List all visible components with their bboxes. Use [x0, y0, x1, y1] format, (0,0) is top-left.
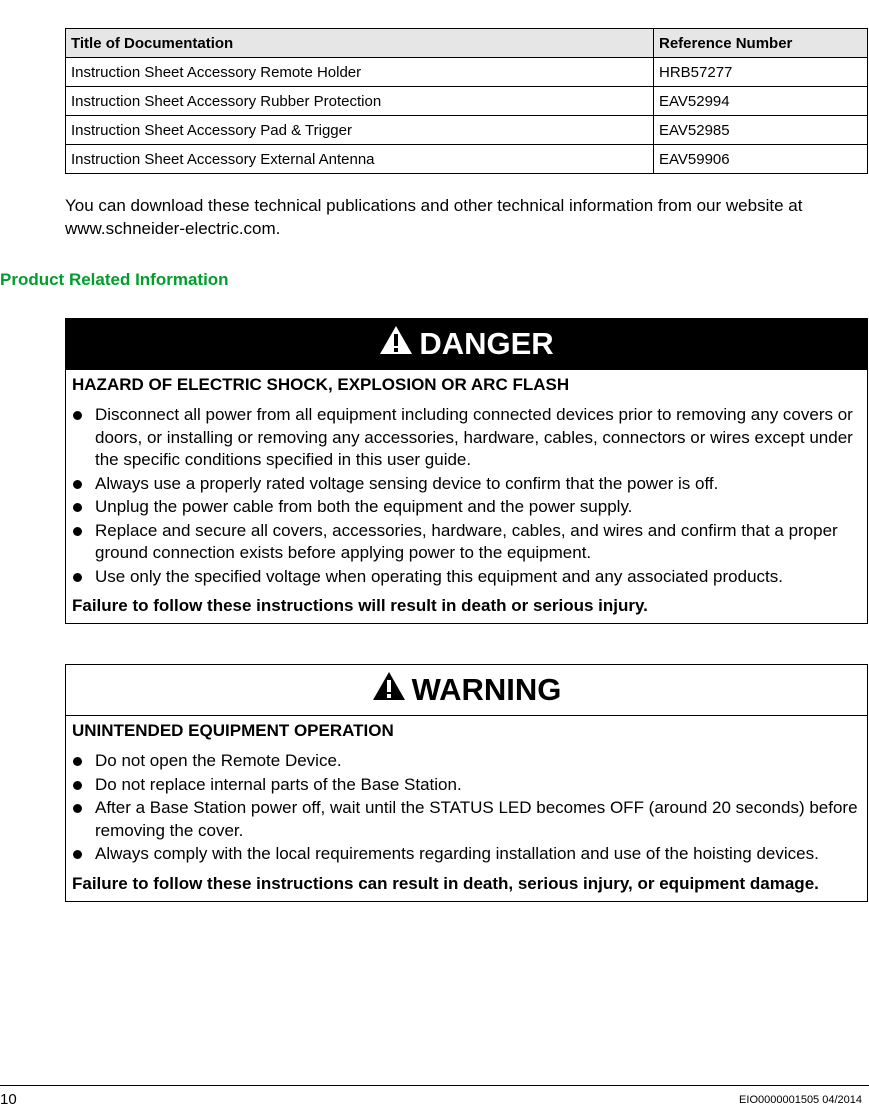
- warning-title: UNINTENDED EQUIPMENT OPERATION: [72, 721, 394, 740]
- warning-message-box: [65, 664, 868, 902]
- documentation-table: [65, 28, 868, 174]
- list-item: Disconnect all power from all equipment including connected devices prior to removing any covers or doors, or installing or removing any accessories, hardware, cables, connectors or wires except under the specific conditions specified in this user guide.: [72, 404, 861, 472]
- table-row: [66, 116, 868, 145]
- list-item: Always comply with the local requirements regarding installation and use of the hoisting devices.: [72, 843, 861, 866]
- table-cell-title: Instruction Sheet Accessory Remote Holder: [66, 58, 654, 87]
- warning-triangle-icon: [379, 325, 419, 363]
- warning-triangle-icon: [372, 671, 412, 709]
- table-row: [66, 58, 868, 87]
- danger-header: [66, 319, 867, 370]
- warning-body: [66, 716, 867, 901]
- table-header-row: [66, 29, 868, 58]
- list-item: Unplug the power cable from both the equipment and the power supply.: [72, 496, 861, 519]
- page-number: 10: [0, 1091, 17, 1108]
- table-cell-reference: EAV52994: [654, 87, 868, 116]
- table-cell-reference: HRB57277: [654, 58, 868, 87]
- danger-consequence: Failure to follow these instructions will result in death or serious injury.: [72, 596, 648, 615]
- danger-title: HAZARD OF ELECTRIC SHOCK, EXPLOSION OR ARC FLASH: [72, 375, 570, 394]
- table-cell-reference: EAV52985: [654, 116, 868, 145]
- warning-consequence: Failure to follow these instructions can result in death, serious injury, or equipment damage.: [72, 873, 819, 893]
- table-cell-reference: EAV59906: [654, 145, 868, 174]
- table-row: [66, 87, 868, 116]
- document-reference: EIO0000001505 04/2014: [739, 1094, 862, 1106]
- danger-body: [66, 370, 867, 623]
- list-item: Do not replace internal parts of the Base Station.: [72, 774, 861, 797]
- list-item: After a Base Station power off, wait until the STATUS LED becomes OFF (around 20 seconds) before removing the cover.: [72, 797, 861, 842]
- danger-label: DANGER: [419, 326, 554, 361]
- table-cell-title: Instruction Sheet Accessory Rubber Protection: [66, 87, 654, 116]
- download-info-text: You can download these technical publications and other technical information from our website at www.schneider-electric.com.: [65, 196, 803, 238]
- list-item: Replace and secure all covers, accessories, hardware, cables, and wires and confirm that a proper ground connection exists before applying power to the equipment.: [72, 520, 861, 565]
- warning-header: [66, 665, 867, 716]
- danger-message-box: [65, 318, 868, 624]
- list-item: Always use a properly rated voltage sensing device to confirm that the power is off.: [72, 473, 861, 496]
- warning-list: [72, 750, 861, 866]
- table-cell-title: Instruction Sheet Accessory External Antenna: [66, 145, 654, 174]
- warning-label: WARNING: [411, 672, 562, 707]
- column-header-reference: Reference Number: [654, 29, 868, 58]
- list-item: Use only the specified voltage when operating this equipment and any associated products.: [72, 566, 861, 589]
- section-heading: Product Related Information: [0, 270, 229, 289]
- footer-divider: [0, 1085, 869, 1086]
- column-header-title: Title of Documentation: [66, 29, 654, 58]
- danger-list: [72, 404, 861, 588]
- table-row: [66, 145, 868, 174]
- table-cell-title: Instruction Sheet Accessory Pad & Trigger: [66, 116, 654, 145]
- list-item: Do not open the Remote Device.: [72, 750, 861, 773]
